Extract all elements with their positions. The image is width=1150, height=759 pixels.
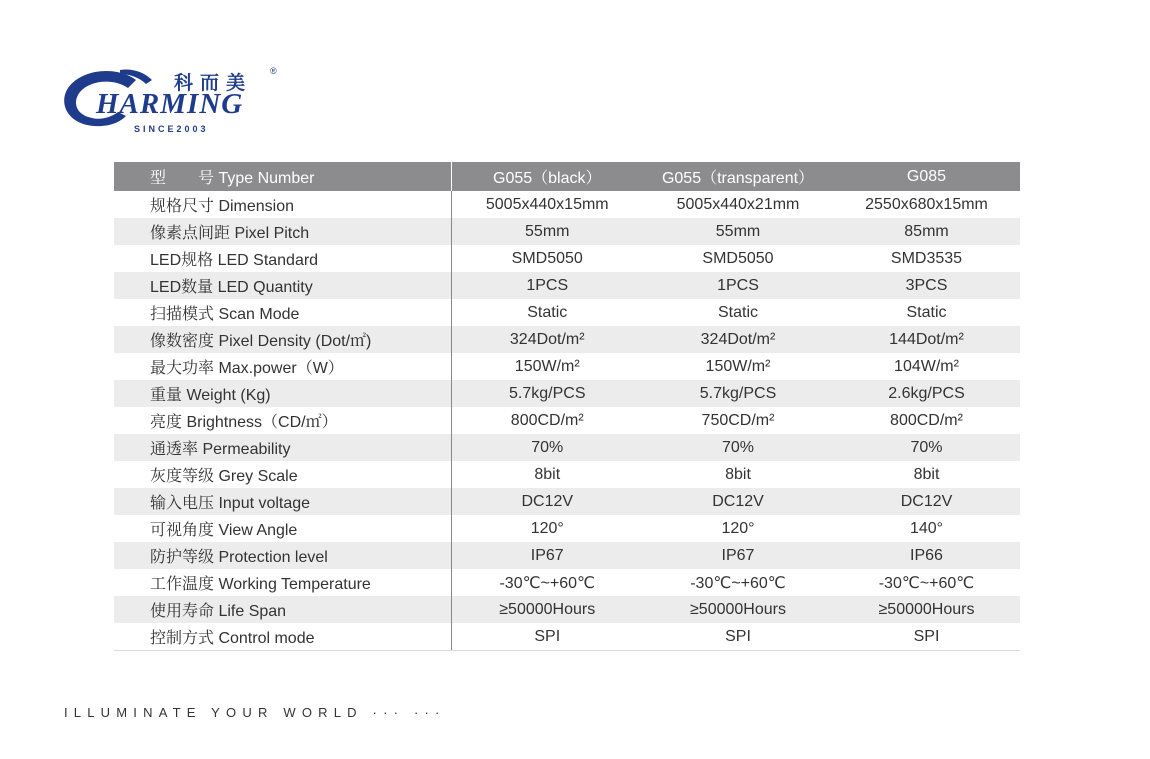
table-row — [114, 488, 1020, 515]
logo-wordmark: HARMING — [96, 88, 244, 120]
spec-value: 2.6kg/PCS — [833, 380, 1020, 407]
spec-label: 扫描模式 Scan Mode — [114, 299, 451, 326]
spec-value: 8bit — [643, 461, 833, 488]
table-row — [114, 623, 1020, 651]
table-row — [114, 191, 1020, 218]
spec-value: 800CD/m² — [833, 407, 1020, 434]
spec-value: -30℃~+60℃ — [833, 569, 1020, 596]
table-row — [114, 596, 1020, 623]
table-row — [114, 272, 1020, 299]
table-row — [114, 434, 1020, 461]
spec-value: 140° — [833, 515, 1020, 542]
spec-label: 工作温度 Working Temperature — [114, 569, 451, 596]
spec-value: SMD3535 — [833, 245, 1020, 272]
spec-value: IP66 — [833, 542, 1020, 569]
spec-label: 灰度等级 Grey Scale — [114, 461, 451, 488]
spec-label: 可视角度 View Angle — [114, 515, 451, 542]
spec-label: 重量 Weight (Kg) — [114, 380, 451, 407]
spec-value: 5.7kg/PCS — [643, 380, 833, 407]
spec-value: 750CD/m² — [643, 407, 833, 434]
spec-value: 70% — [643, 434, 833, 461]
table-header-row — [114, 162, 1020, 191]
spec-label: 控制方式 Control mode — [114, 623, 451, 651]
spec-value: 104W/m² — [833, 353, 1020, 380]
header-g085: G085 — [833, 162, 1020, 191]
spec-value: 55mm — [451, 218, 643, 245]
tagline: ILLUMINATE YOUR WORLD ··· ··· — [64, 705, 446, 720]
spec-value: 324Dot/m² — [643, 326, 833, 353]
spec-value: 70% — [451, 434, 643, 461]
header-g055-black: G055（black） — [451, 162, 643, 191]
spec-table-body — [114, 191, 1020, 651]
spec-value: 8bit — [833, 461, 1020, 488]
company-logo — [60, 62, 300, 142]
spec-value: SPI — [643, 623, 833, 651]
table-row — [114, 461, 1020, 488]
table-row — [114, 515, 1020, 542]
spec-value: 1PCS — [451, 272, 643, 299]
spec-value: SMD5050 — [643, 245, 833, 272]
table-row — [114, 353, 1020, 380]
spec-value: 1PCS — [643, 272, 833, 299]
spec-value: 5005x440x15mm — [451, 191, 643, 218]
spec-table — [114, 162, 1020, 651]
spec-value: DC12V — [833, 488, 1020, 515]
spec-value: Static — [451, 299, 643, 326]
header-g055-transparent: G055（transparent） — [643, 162, 833, 191]
spec-value: SPI — [833, 623, 1020, 651]
spec-value: SPI — [451, 623, 643, 651]
spec-value: 150W/m² — [451, 353, 643, 380]
spec-value: ≥50000Hours — [643, 596, 833, 623]
spec-value: ≥50000Hours — [451, 596, 643, 623]
spec-label: 像素点间距 Pixel Pitch — [114, 218, 451, 245]
registered-mark: ® — [270, 66, 277, 76]
table-row — [114, 542, 1020, 569]
spec-value: 5.7kg/PCS — [451, 380, 643, 407]
spec-label: LED规格 LED Standard — [114, 245, 451, 272]
logo-since: SINCE2003 — [134, 124, 209, 134]
spec-value: -30℃~+60℃ — [643, 569, 833, 596]
spec-value: DC12V — [451, 488, 643, 515]
spec-label: 输入电压 Input voltage — [114, 488, 451, 515]
spec-label: 亮度 Brightness（CD/㎡） — [114, 407, 451, 434]
spec-value: 120° — [451, 515, 643, 542]
spec-value: 8bit — [451, 461, 643, 488]
spec-value: 70% — [833, 434, 1020, 461]
spec-value: -30℃~+60℃ — [451, 569, 643, 596]
header-type-number: 型 号 Type Number — [114, 162, 451, 191]
spec-value: DC12V — [643, 488, 833, 515]
spec-value: 3PCS — [833, 272, 1020, 299]
spec-value: 55mm — [643, 218, 833, 245]
logo-chinese-name: 科而美 — [174, 72, 253, 94]
spec-value: 85mm — [833, 218, 1020, 245]
table-row — [114, 326, 1020, 353]
table-row — [114, 299, 1020, 326]
spec-value: 150W/m² — [643, 353, 833, 380]
spec-value: IP67 — [643, 542, 833, 569]
spec-label: 防护等级 Protection level — [114, 542, 451, 569]
spec-label: LED数量 LED Quantity — [114, 272, 451, 299]
table-row — [114, 245, 1020, 272]
table-row — [114, 407, 1020, 434]
spec-label: 规格尺寸 Dimension — [114, 191, 451, 218]
spec-value: ≥50000Hours — [833, 596, 1020, 623]
spec-value: IP67 — [451, 542, 643, 569]
spec-value: 2550x680x15mm — [833, 191, 1020, 218]
spec-value: Static — [643, 299, 833, 326]
spec-value: 324Dot/m² — [451, 326, 643, 353]
spec-value: SMD5050 — [451, 245, 643, 272]
spec-value: 800CD/m² — [451, 407, 643, 434]
table-row — [114, 569, 1020, 596]
table-row — [114, 380, 1020, 407]
table-row — [114, 218, 1020, 245]
spec-value: 5005x440x21mm — [643, 191, 833, 218]
spec-label: 最大功率 Max.power（W） — [114, 353, 451, 380]
spec-value: 144Dot/m² — [833, 326, 1020, 353]
spec-label: 通透率 Permeability — [114, 434, 451, 461]
spec-label: 像数密度 Pixel Density (Dot/㎡) — [114, 326, 451, 353]
spec-label: 使用寿命 Life Span — [114, 596, 451, 623]
spec-value: 120° — [643, 515, 833, 542]
spec-value: Static — [833, 299, 1020, 326]
